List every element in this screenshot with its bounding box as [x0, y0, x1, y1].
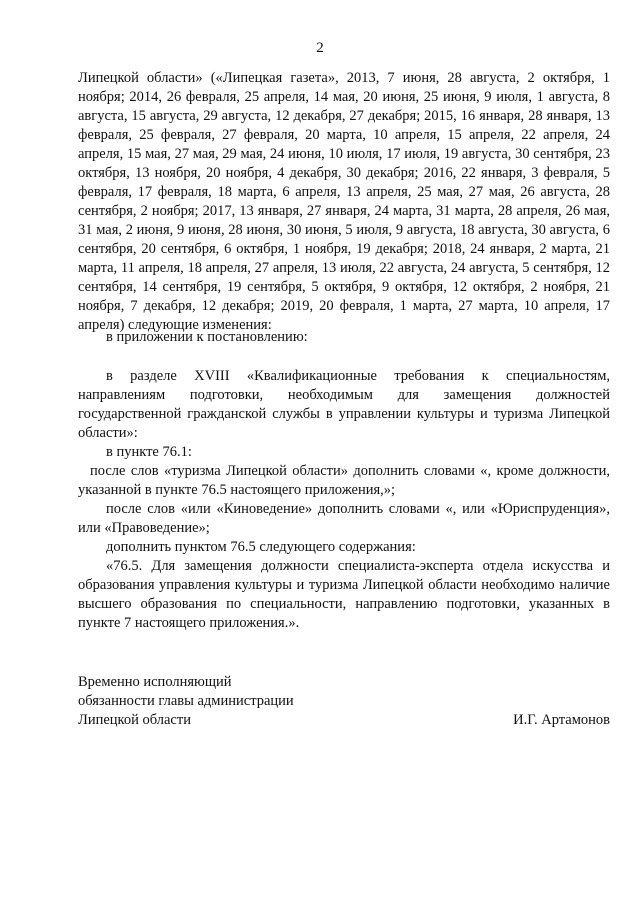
intro-paragraph: Липецкой области» («Липецкая газета», 2013, 7 июня, 28 августа, 2 октября, 1 ноября; 2014, 26 февраля, 25 апреля, 14 мая, 20 июня, 25 июня, 9 июля, 1 августа, 8 августа, 15 августа, 29 августа, 12 декабря, 27 декабря; 2015, 16 января, 28 января, 13 февраля, 25 февраля, 27 февраля, 20 марта, 10 апреля, 15 апреля, 22 апреля, 24 апреля, 15 мая, 27 мая, 29 мая, 24 июня, 10 июля, 17 июля, 19 августа, 30 сентября, 23 октября, 13 ноября, 20 ноября, 4 декабря, 30 декабря; 2016, 22 января, 3 февраля, 5 февраля, 17 февраля, 18 марта, 6 апреля, 13 апреля, 25 мая, 27 мая, 26 августа, 28 сентября, 2 ноября; 2017, 13 января, 27 января, 24 марта, 31 марта, 28 апреля, 26 мая, 31 мая, 2 июня, 9 июня, 28 июня, 30 июня, 5 июля, 9 августа, 18 августа, 30 августа, 6 сентября, 20 сентября, 6 октября, 1 ноября, 19 декабря; 2018, 24 января, 2 марта, 21 марта, 11 апреля, 18 апреля, 27 апреля, 13 июля, 22 августа, 24 августа, 5 сентября, 12 сентября, 14 сентября, 19 сентября, 5 октября, 9 октября, 12 октября, 2 ноября, 21 ноября, 7 декабря, 12 декабря; 2019, 20 февраля, 1 марта, 27 марта, 10 апреля, 17 апреля) следующие изменения:	[78, 70, 610, 333]
page-number: 2	[316, 40, 324, 56]
signature-title-line-1: Временно исполняющий	[78, 674, 232, 690]
amendments-block	[78, 367, 610, 633]
signature-title-line-2: обязанности главы администрации	[78, 693, 294, 709]
point-line: в пункте 76.1:	[106, 444, 192, 460]
appendix-line: в приложении к постановлению:	[106, 329, 308, 345]
signatory-name: И.Г. Артамонов	[513, 712, 610, 728]
after-words-1: после слов «туризма Липецкой области» дополнить словами «, кроме должности, указанной в пункте 76.5 настоящего приложения,»;	[78, 463, 610, 498]
new-point-text: «76.5. Для замещения должности специалиста-эксперта отдела искусства и образования управления культуры и туризма Липецкой области необходимо наличие высшего образования по специальности, направлению подготовки, указанных в пункте 7 настоящего приложения.».	[78, 558, 610, 631]
after-words-2: после слов «или «Киноведение» дополнить словами «, или «Юриспруденция», или «Правоведение»;	[78, 501, 610, 536]
appendix-block	[78, 328, 610, 347]
signature-block	[78, 673, 610, 730]
section-intro: в разделе XVIII «Квалификационные требования к специальностям, направлениям подготовки, необходимым для замещения должностей государственной гражданской службы в управлении культуры и туризма Липецкой области»:	[78, 368, 610, 441]
intro-paragraph-block	[78, 69, 610, 335]
add-point-line: дополнить пунктом 76.5 следующего содержания:	[106, 539, 416, 555]
signature-title-line-3: Липецкой области	[78, 712, 191, 728]
